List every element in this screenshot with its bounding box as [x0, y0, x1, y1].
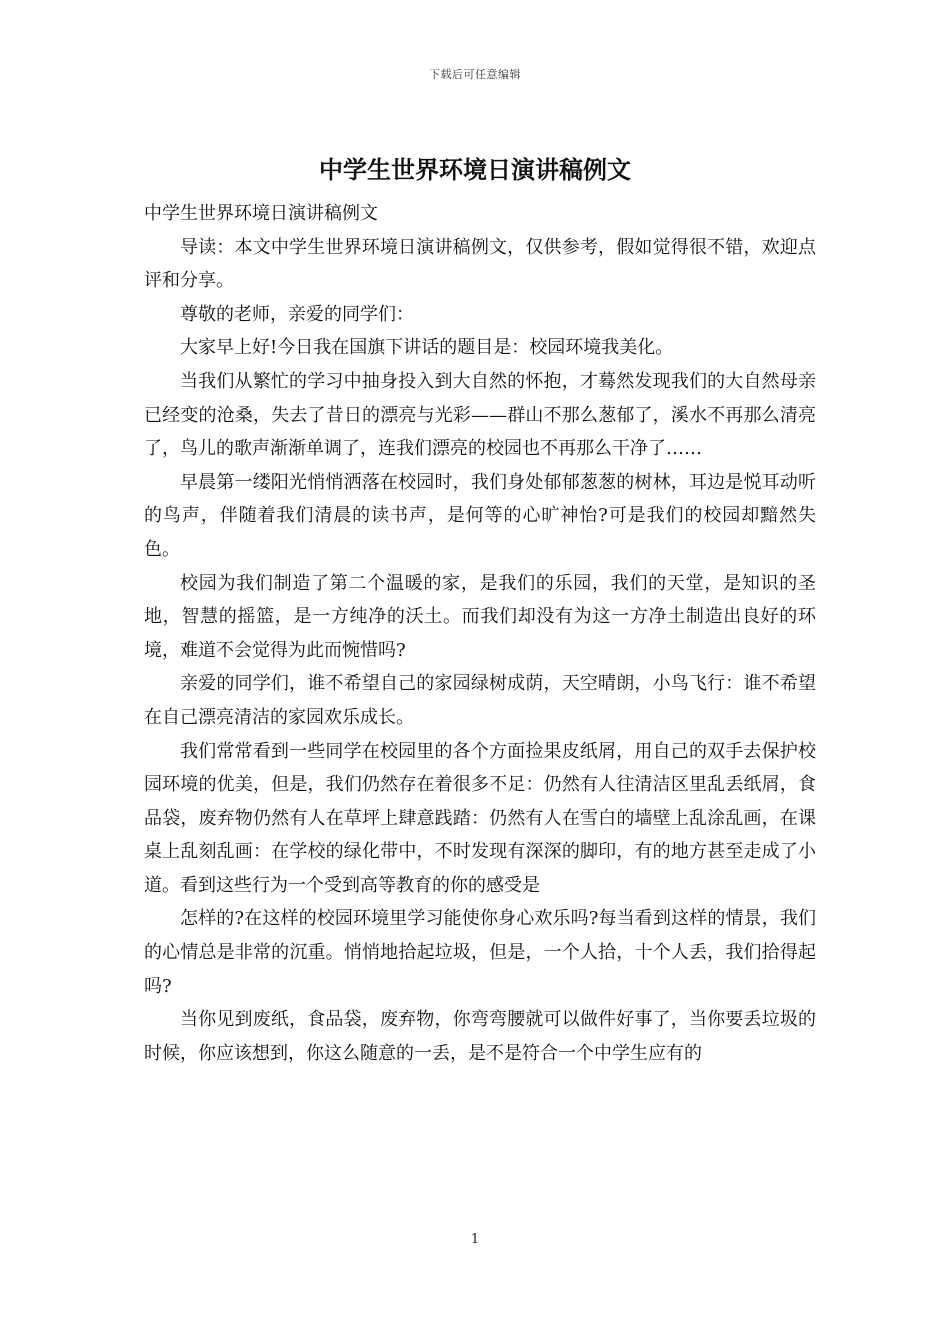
page-header-note: 下载后可任意编辑	[429, 68, 521, 81]
document-title: 中学生世界环境日演讲稿例文	[319, 155, 631, 184]
paragraph-nature: 当我们从繁忙的学习中抽身投入到大自然的怀抱，才蓦然发现我们的大自然母亲已经变的沧桑，失去了昔日的漂亮与光彩——群山不那么葱郁了，溪水不再那么清亮了，鸟儿的歌声渐渐单调了，连我们漂亮的校园也不再那么干净了……	[144, 370, 816, 460]
document-body	[144, 197, 816, 1070]
paragraph-action: 当你见到废纸，食品袋，废弃物，你弯弯腰就可以做件好事了，当你要丢垃圾的时候，你应该想到，你这么随意的一丢，是不是符合一个中学生应有的	[144, 1009, 816, 1064]
paragraph-question: 怎样的?在这样的校园环境里学习能使你身心欢乐吗?每当看到这样的情景，我们的心情总是非常的沉重。悄悄地拾起垃圾，但是，一个人拾，十个人丢，我们拾得起吗?	[144, 908, 816, 997]
paragraph-topic: 大家早上好!今日我在国旗下讲话的题目是：校园环境我美化。	[180, 337, 674, 359]
page-number: 1	[470, 1232, 480, 1247]
paragraph-hope: 亲爱的同学们，谁不希望自己的家园绿树成荫，天空晴朗，小鸟飞行：谁不希望在自己漂亮清洁的家园欢乐成长。	[144, 673, 816, 728]
paragraph-greeting: 尊敬的老师，亲爱的同学们：	[180, 303, 414, 325]
paragraph-problems: 我们常常看到一些同学在校园里的各个方面捡果皮纸屑，用自己的双手去保护校园环境的优美，但是，我们仍然存在着很多不足：仍然有人往清洁区里乱丢纸屑，食品袋，废弃物仍然有人在草坪上肆意践踏：仍然有人在雪白的墙壁上乱涂乱画，在课桌上乱刻乱画：在学校的绿化带中，不时发现有深深的脚印，有的地方甚至走成了小道。看到这些行为一个受到高等教育的你的感受是	[144, 740, 816, 896]
paragraph-intro: 导读：本文中学生世界环境日演讲稿例文，仅供参考，假如觉得很不错，欢迎点评和分享。	[144, 236, 816, 292]
paragraph-morning: 早晨第一缕阳光悄悄洒落在校园时，我们身处郁郁葱葱的树林，耳边是悦耳动听的鸟声，伴随着我们清晨的读书声，是何等的心旷神怡?可是我们的校园却黯然失色。	[144, 471, 816, 560]
document-subtitle: 中学生世界环境日演讲稿例文	[144, 203, 378, 224]
paragraph-campus-home: 校园为我们制造了第二个温暖的家，是我们的乐园，我们的天堂，是知识的圣地，智慧的摇篮，是一方纯净的沃土。而我们却没有为这一方净土制造出良好的环境，难道不会觉得为此而惋惜吗?	[144, 572, 816, 661]
